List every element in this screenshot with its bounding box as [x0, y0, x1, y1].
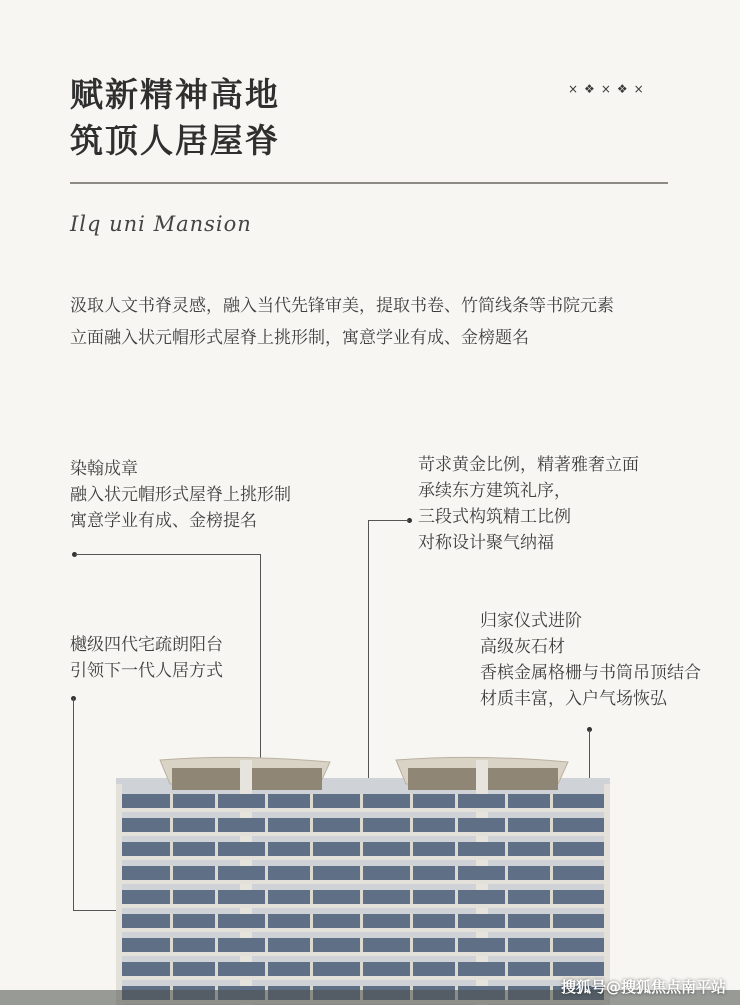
window-mullion: [410, 962, 413, 976]
window-mullion: [360, 938, 363, 952]
window-mullion: [505, 818, 508, 832]
window-mullion: [215, 890, 218, 904]
window-mullion: [550, 842, 553, 856]
window-mullion: [265, 794, 268, 808]
floor-slab: [116, 808, 610, 812]
window-mullion: [410, 866, 413, 880]
window-mullion: [455, 794, 458, 808]
window-mullion: [310, 938, 313, 952]
window-mullion: [170, 842, 173, 856]
window-mullion: [265, 962, 268, 976]
window-mullion: [215, 866, 218, 880]
annotation-line: 归家仪式进阶: [480, 611, 582, 631]
window-mullion: [505, 842, 508, 856]
annotation-line: 高级灰石材: [480, 637, 565, 657]
window-mullion: [360, 866, 363, 880]
window-mullion: [505, 914, 508, 928]
annotation-balcony: [70, 632, 223, 684]
window-mullion: [505, 866, 508, 880]
annotation-roof: [70, 456, 291, 534]
leader-line: [369, 520, 409, 521]
annotation-line: 寓意学业有成、金榜提名: [70, 511, 257, 531]
floor-slab: [116, 904, 610, 908]
window-mullion: [265, 818, 268, 832]
script-signature: Ilq uni Mansion: [70, 212, 252, 236]
window-mullion: [170, 794, 173, 808]
window-mullion: [310, 794, 313, 808]
annotation-line: 染翰成章: [70, 459, 138, 479]
window-mullion: [360, 818, 363, 832]
window-mullion: [505, 962, 508, 976]
window-mullion: [360, 890, 363, 904]
floor-slab: [116, 832, 610, 836]
annotation-entrance: [480, 608, 701, 712]
annotation-line: 对称设计聚气纳福: [418, 533, 554, 553]
window-mullion: [215, 818, 218, 832]
window-mullion: [170, 938, 173, 952]
annotation-line: 融入状元帽形式屋脊上挑形制: [70, 485, 291, 505]
intro-paragraph: [70, 290, 614, 354]
window-mullion: [410, 938, 413, 952]
window-mullion: [505, 890, 508, 904]
headline: [70, 72, 280, 164]
annotation-line: 香槟金属格栅与书筒吊顶结合: [480, 663, 701, 683]
floor-slab: [116, 928, 610, 932]
window-mullion: [265, 914, 268, 928]
window-mullion: [455, 962, 458, 976]
window-mullion: [550, 914, 553, 928]
window-mullion: [170, 890, 173, 904]
annotation-line: 引领下一代人居方式: [70, 661, 223, 681]
window-mullion: [455, 938, 458, 952]
floor-slab: [116, 856, 610, 860]
annotation-line: 三段式构筑精工比例: [418, 507, 571, 527]
window-mullion: [310, 842, 313, 856]
window-mullion: [455, 890, 458, 904]
window-mullion: [550, 794, 553, 808]
annotation-facade: [418, 452, 639, 556]
leader-line: [75, 554, 261, 555]
floor-slab: [116, 880, 610, 884]
window-mullion: [170, 962, 173, 976]
window-mullion: [410, 890, 413, 904]
window-mullion: [410, 842, 413, 856]
window-mullion: [310, 890, 313, 904]
window-mullion: [455, 842, 458, 856]
window-mullion: [455, 914, 458, 928]
headline-line-1: 赋新精神高地: [70, 75, 280, 114]
window-mullion: [455, 818, 458, 832]
window-mullion: [360, 914, 363, 928]
decorative-ornament: ×❖×❖×: [568, 82, 650, 96]
window-mullion: [215, 794, 218, 808]
window-mullion: [360, 962, 363, 976]
divider-rule: [70, 182, 668, 184]
window-mullion: [505, 938, 508, 952]
window-mullion: [265, 866, 268, 880]
window-mullion: [360, 794, 363, 808]
window-mullion: [410, 914, 413, 928]
window-mullion: [360, 842, 363, 856]
headline-line-2: 筑顶人居屋脊: [70, 121, 280, 160]
building-rendering: [0, 740, 740, 1005]
floor-slab: [116, 976, 610, 980]
floor-slab: [116, 952, 610, 956]
window-mullion: [265, 938, 268, 952]
window-mullion: [215, 914, 218, 928]
window-mullion: [410, 818, 413, 832]
window-mullion: [265, 842, 268, 856]
window-mullion: [170, 818, 173, 832]
window-mullion: [550, 890, 553, 904]
intro-line: 汲取人文书脊灵感，融入当代先锋审美，提取书卷、竹简线条等书院元素: [70, 296, 614, 316]
window-mullion: [550, 818, 553, 832]
window-mullion: [505, 794, 508, 808]
window-mullion: [215, 938, 218, 952]
window-mullion: [170, 866, 173, 880]
window-mullion: [310, 818, 313, 832]
window-mullion: [215, 962, 218, 976]
window-mullion: [310, 962, 313, 976]
annotation-line: 苛求黄金比例，精著雅奢立面: [418, 455, 639, 475]
annotation-line: 材质丰富，入户气场恢弘: [480, 689, 667, 709]
window-mullion: [310, 914, 313, 928]
window-mullion: [550, 866, 553, 880]
watermark: 搜狐号@搜狐焦点南平站: [560, 978, 726, 996]
annotation-line: 樾级四代宅疏朗阳台: [70, 635, 223, 655]
window-mullion: [310, 866, 313, 880]
intro-line: 立面融入状元帽形式屋脊上挑形制，寓意学业有成、金榜题名: [70, 328, 529, 348]
window-mullion: [550, 962, 553, 976]
window-mullion: [265, 890, 268, 904]
window-mullion: [410, 794, 413, 808]
window-mullion: [455, 866, 458, 880]
window-mullion: [550, 938, 553, 952]
annotation-line: 承续东方建筑礼序，: [418, 481, 571, 501]
window-mullion: [215, 842, 218, 856]
window-mullion: [170, 914, 173, 928]
leader-line: [260, 554, 261, 766]
